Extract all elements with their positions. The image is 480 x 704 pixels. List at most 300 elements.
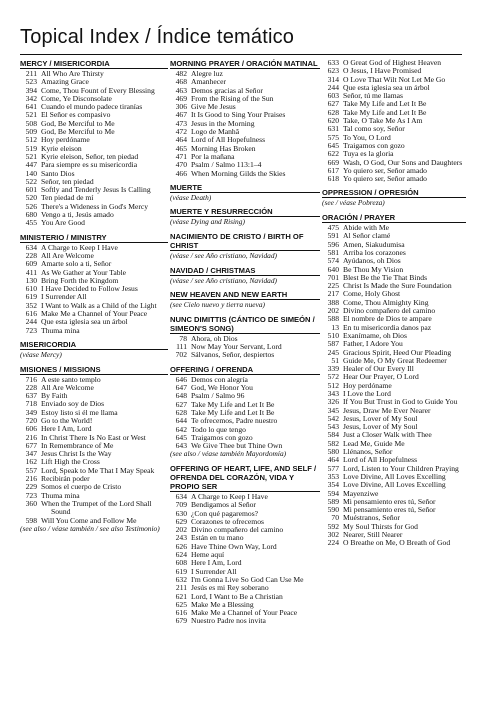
hymn-title: Blest Be the Tie That Binds: [343, 272, 428, 282]
hymn-title: Make Me a Channel of Your Peace: [41, 309, 148, 319]
index-section: [322, 59, 466, 183]
hymn-number: 644: [175, 416, 187, 426]
index-section: [170, 59, 320, 178]
hymn-number: 643: [175, 441, 187, 451]
hymn-title: Gracious Spirit, Heed Our Pleading: [343, 347, 452, 357]
index-entry: [170, 170, 320, 178]
index-column-2: [170, 59, 320, 631]
section-see-reference: (véase Mercy): [20, 349, 62, 359]
hymn-title: Take My Life and Let It Be: [343, 107, 427, 117]
hymn-title: Come, Ye Disconsolate: [41, 93, 112, 103]
hymn-number: 617: [327, 165, 339, 175]
hymn-number: 628: [327, 107, 339, 117]
hymn-number: 608: [175, 558, 187, 568]
hymn-number: 314: [327, 74, 339, 84]
hymn-title: When the Trumpet of the Lord Shall Sound: [41, 498, 152, 517]
hymn-number: 625: [175, 599, 187, 609]
hymn-number: 472: [175, 127, 187, 137]
hymn-title: I'm Gonna Live So God Can Use Me: [191, 574, 304, 584]
hymn-title: El nombre de Dios te ampare: [343, 314, 432, 324]
hymn-number: 342: [25, 93, 37, 103]
hymn-number: 522: [25, 176, 37, 186]
hymn-title: Arriba los corazones: [343, 247, 406, 257]
hymn-number: 679: [175, 616, 187, 626]
hymn-number: 603: [327, 91, 339, 101]
hymn-number: 634: [25, 242, 37, 252]
index-section: [322, 188, 466, 208]
hymn-number: 616: [175, 608, 187, 618]
hymn-title: O Love That Wilt Not Let Me Go: [343, 74, 446, 84]
section-heading: NUNC DIMITTIS (CÁNTICO DE SIMEÓN / SIMEON'S SONG): [170, 314, 315, 333]
hymn-title: Father, I Adore You: [343, 339, 403, 349]
hymn-title: Now May Your Servant, Lord: [191, 342, 282, 352]
title-rule: [20, 54, 462, 55]
hymn-number: 466: [175, 168, 187, 178]
hymn-number: 244: [327, 82, 339, 92]
hymn-number: 702: [175, 350, 187, 360]
hymn-title: Morning Has Broken: [191, 143, 256, 153]
hymn-title: Vengo a ti, Jesús amado: [41, 210, 114, 220]
index-section: [170, 290, 320, 310]
hymn-number: 411: [25, 267, 37, 277]
section-heading: NAVIDAD / CHRISTMAS: [170, 265, 256, 275]
hymn-title: Mi pensamiento eres tú, Señor: [343, 496, 436, 506]
hymn-title: Muéstranos, Señor: [343, 513, 400, 523]
hymn-title: Tuya es la gloria: [343, 149, 394, 159]
hymn-title: A este santo templo: [41, 374, 101, 384]
hymn-title: Jesus, Lover of My Soul: [343, 413, 418, 423]
index-entry: [170, 351, 320, 359]
hymn-title: Por la mañana: [191, 151, 235, 161]
hymn-title: Here I Am, Lord: [41, 424, 92, 434]
hymn-title: Que esta iglesia sea un árbol: [343, 82, 430, 92]
hymn-title: Sálvanos, Señor, despiertos: [191, 350, 275, 360]
hymn-title: Nuestro Padre nos invita: [191, 616, 266, 626]
hymn-title: Jesús es mi Rey soberano: [191, 583, 269, 593]
hymn-title: Mi pensamiento eres tú, Señor: [343, 505, 436, 515]
hymn-title: God, We Honor You: [191, 383, 253, 393]
section-heading: MERCY / MISERICORDIA: [20, 59, 110, 68]
hymn-title: Yo quiero ser, Señor amado: [343, 174, 427, 184]
hymn-number: 589: [327, 496, 339, 506]
hymn-title: Bring Forth the Kingdom: [41, 275, 119, 285]
hymn-number: 302: [327, 530, 339, 540]
section-see-reference: (see Cielo nuevo y tierra nueva): [170, 300, 266, 310]
hymn-number: 624: [175, 550, 187, 560]
section-heading: OFFERING / OFRENDA: [170, 364, 254, 374]
hymn-title: Will You Come and Follow Me: [41, 515, 137, 525]
hymn-number: 592: [327, 521, 339, 531]
hymn-number: 470: [175, 160, 187, 170]
hymn-number: 619: [25, 292, 37, 302]
hymn-title: Mayenziwe: [343, 488, 379, 498]
hymn-number: 211: [175, 583, 187, 593]
hymn-number: 464: [175, 135, 187, 145]
hymn-number: 521: [25, 110, 37, 120]
hymn-title: Kyrie eleison, Señor, ten piedad: [41, 151, 139, 161]
section-see-also: (see also / véase también Mayordomía): [170, 449, 287, 459]
hymn-number: 680: [25, 210, 37, 220]
hymn-title: Jesus in the Morning: [191, 118, 255, 128]
hymn-title: Psalm / Salmo 96: [191, 391, 245, 401]
hymn-number: 720: [25, 415, 37, 425]
hymn-number: 217: [327, 289, 339, 299]
hymn-number: 455: [25, 218, 37, 228]
hymn-number: 512: [25, 135, 37, 145]
hymn-title: I Love the Lord: [343, 388, 391, 398]
hymn-number: 622: [327, 149, 339, 159]
hymn-number: 646: [175, 374, 187, 384]
hymn-number: 645: [327, 140, 339, 150]
section-heading: MORNING PRAYER / ORACIÓN MATINAL: [170, 59, 318, 68]
index-section: [20, 340, 168, 360]
hymn-number: 633: [327, 58, 339, 67]
hymn-title: I Surrender All: [41, 292, 87, 302]
hymn-number: 482: [175, 69, 187, 78]
index-entry: [20, 219, 168, 227]
hymn-title: Give Me Jesus: [191, 102, 236, 112]
hymn-title: Love Divine, All Loves Excelling: [343, 471, 446, 481]
hymn-title: Estoy listo si él me llama: [41, 407, 118, 417]
hymn-number: 520: [25, 193, 37, 203]
section-see-reference: (véase / see Año cristiano, Navidad): [170, 275, 278, 285]
hymn-number: 591: [327, 231, 339, 241]
hymn-number: 640: [327, 264, 339, 274]
hymn-title: Recibirán poder: [41, 474, 90, 484]
hymn-title: Corazones te ofrecemos: [191, 516, 264, 526]
hymn-number: 637: [25, 391, 37, 401]
hymn-number: 469: [175, 93, 187, 103]
hymn-title: If You But Trust in God to Guide You: [343, 397, 458, 407]
hymn-title: Wash, O God, Our Sons and Daughters: [343, 157, 463, 167]
hymn-number: 632: [175, 574, 187, 584]
hymn-title: Healer of Our Every Ill: [343, 364, 414, 374]
hymn-title: O Breathe on Me, O Breath of God: [343, 538, 451, 548]
hymn-number: 701: [327, 272, 339, 282]
section-heading: MISIONES / MISSIONS: [20, 364, 101, 374]
hymn-number: 224: [327, 538, 339, 548]
hymn-number: 723: [25, 325, 37, 335]
hymn-number: 388: [327, 297, 339, 307]
hymn-number: 601: [25, 185, 37, 195]
hymn-number: 228: [25, 382, 37, 392]
hymn-number: 627: [327, 99, 339, 109]
hymn-number: 70: [331, 513, 339, 523]
index-entry: [322, 175, 466, 183]
hymn-number: 471: [175, 151, 187, 161]
hymn-title: Christ Is Made the Sure Foundation: [343, 281, 452, 291]
hymn-number: 628: [175, 407, 187, 417]
hymn-number: 468: [175, 77, 187, 87]
hymn-title: In Remembrance of Me: [41, 440, 114, 450]
hymn-title: Demos con alegría: [191, 374, 248, 384]
section-heading: MUERTE Y RESURRECCIÓN: [170, 207, 273, 217]
hymn-number: 623: [327, 66, 339, 76]
hymn-title: Que esta iglesia sea un árbol: [41, 317, 128, 327]
hymn-title: Bendigamos al Señor: [191, 500, 256, 510]
hymn-number: 634: [175, 491, 187, 501]
hymn-number: 130: [25, 275, 37, 285]
hymn-title: Love Divine, All Loves Excelling: [343, 480, 446, 490]
hymn-number: 345: [327, 405, 339, 415]
hymn-title: Yo quiero ser, Señor amado: [343, 165, 427, 175]
hymn-title: Jesus, Lover of My Soul: [343, 422, 418, 432]
hymn-title: Take, O Take Me As I Am: [343, 116, 423, 126]
hymn-title: ¿Con qué pagaremos?: [191, 508, 259, 518]
hymn-title: From the Rising of the Sun: [191, 93, 274, 103]
hymn-title: Be Thou My Vision: [343, 264, 404, 274]
hymn-number: 512: [327, 380, 339, 390]
hymn-title: Take My Life and Let It Be: [343, 99, 427, 109]
hymn-title: O Jesus, I Have Promised: [343, 66, 422, 76]
hymn-title: Enviado soy de Dios: [41, 399, 105, 409]
hymn-number: 326: [327, 397, 339, 407]
hymn-title: Lord of All Hopefulness: [191, 135, 266, 145]
section-heading: ORACIÓN / PRAYER: [322, 213, 396, 223]
hymn-title: Te ofrecemos, Padre nuestro: [191, 416, 278, 426]
hymn-title: Lord, Listen to Your Children Praying: [343, 463, 459, 473]
hymn-title: Lord, I Want to Be a Christian: [191, 591, 283, 601]
index-section: [20, 233, 168, 335]
hymn-title: Señor, ten piedad: [41, 176, 94, 186]
hymn-number: 13: [331, 322, 339, 332]
hymn-title: Jesus Christ Is the Way: [41, 449, 112, 459]
hymn-number: 245: [327, 347, 339, 357]
page-title: Topical Index / Índice temático: [20, 26, 295, 48]
hymn-number: 526: [25, 201, 37, 211]
hymn-title: To You, O Lord: [343, 132, 391, 142]
hymn-number: 577: [327, 463, 339, 473]
index-column-3: [322, 59, 466, 553]
section-heading: MINISTERIO / MINISTRY: [20, 232, 107, 242]
hymn-title: Take My Life and Let It Be: [191, 399, 275, 409]
hymn-title: Come, Thou Fount of Every Blessing: [41, 85, 155, 95]
hymn-title: Come, Thou Almighty King: [343, 297, 429, 307]
hymn-title: Go to the World!: [41, 415, 93, 425]
hymn-number: 627: [175, 399, 187, 409]
hymn-number: 642: [175, 424, 187, 434]
hymn-number: 574: [327, 256, 339, 266]
index-section: [20, 365, 168, 534]
hymn-number: 606: [25, 424, 37, 434]
hymn-number: 509: [25, 127, 37, 137]
hymn-number: 523: [25, 77, 37, 87]
section-see-reference: (véase / see Año cristiano, Navidad): [170, 251, 278, 261]
hymn-title: Amanhecer: [191, 77, 226, 87]
hymn-number: 78: [179, 333, 187, 343]
hymn-title: Guide Me, O My Great Redeemer: [343, 355, 447, 365]
hymn-title: O Great God of Highest Heaven: [343, 58, 442, 67]
hymn-title: Ten piedad de mí: [41, 193, 94, 203]
hymn-number: 508: [25, 118, 37, 128]
section-see-also: (see also / véase también / see also Testimonio): [20, 523, 160, 533]
hymn-title: In Christ There Is No East or West: [41, 432, 146, 442]
hymn-number: 621: [175, 591, 187, 601]
hymn-title: Make Me a Blessing: [191, 599, 254, 609]
section-heading: MISERICORDIA: [20, 339, 77, 349]
hymn-number: 464: [327, 455, 339, 465]
hymn-title: Señor, tú me llamas: [343, 91, 404, 101]
index-section: [170, 207, 320, 227]
hymn-number: 587: [327, 339, 339, 349]
hymn-title: As We Gather at Your Table: [41, 267, 127, 277]
hymn-number: 360: [25, 498, 37, 508]
hymn-title: Lift High the Cross: [41, 457, 100, 467]
hymn-number: 467: [175, 110, 187, 120]
hymn-number: 216: [25, 474, 37, 484]
hymn-number: 723: [25, 490, 37, 500]
hymn-title: Llénanos, Señor: [343, 447, 393, 457]
hymn-number: 202: [327, 306, 339, 316]
hymn-title: Amazing Grace: [41, 77, 89, 87]
hymn-title: Thuma mina: [41, 325, 80, 335]
hymn-title: It Is Good to Sing Your Praises: [191, 110, 286, 120]
hymn-title: Have Thine Own Way, Lord: [191, 541, 277, 551]
hymn-number: 581: [327, 247, 339, 257]
hymn-title: We Give Thee but Thine Own: [191, 441, 283, 451]
hymn-number: 306: [175, 102, 187, 112]
hymn-number: 352: [25, 300, 37, 310]
hymn-title: All Are Welcome: [41, 382, 94, 392]
index-section: [170, 232, 320, 261]
hymn-number: 575: [327, 132, 339, 142]
hymn-title: Hear Our Prayer, O Lord: [343, 372, 419, 382]
index-section: [322, 213, 466, 548]
section-heading: OPPRESSION / OPRESIÓN: [322, 188, 419, 198]
hymn-number: 475: [327, 223, 339, 233]
hymn-number: 582: [327, 438, 339, 448]
index-section: [170, 464, 320, 626]
hymn-number: 519: [25, 143, 37, 153]
section-see-reference: (see / véase Pobreza): [322, 198, 385, 208]
hymn-number: 228: [25, 250, 37, 260]
hymn-number: 343: [327, 388, 339, 398]
hymn-title: Somos el cuerpo de Cristo: [41, 482, 122, 492]
index-column-1: [20, 59, 168, 538]
hymn-title: Take My Life and Let It Be: [191, 407, 275, 417]
hymn-title: I Surrender All: [191, 566, 237, 576]
hymn-number: 244: [25, 317, 37, 327]
hymn-title: There's a Wideness in God's Mercy: [41, 201, 149, 211]
hymn-title: Nearer, Still Nearer: [343, 530, 403, 540]
hymn-title: Lead Me, Guide Me: [343, 438, 405, 448]
hymn-title: By Faith: [41, 391, 68, 401]
hymn-title: My Soul Thirsts for God: [343, 521, 418, 531]
hymn-title: Lord of All Hopefulness: [343, 455, 418, 465]
hymn-title: Al Señor clamé: [343, 231, 391, 241]
hymn-title: God, Be Merciful to Me: [41, 127, 115, 137]
hymn-number: 645: [175, 432, 187, 442]
hymn-title: Softly and Tenderly Jesus Is Calling: [41, 185, 151, 195]
hymn-number: 718: [25, 399, 37, 409]
hymn-title: Amen, Siakudumisa: [343, 239, 405, 249]
hymn-title: Para siempre es su misericordia: [41, 160, 138, 170]
hymn-number: 709: [175, 500, 187, 510]
hymn-number: 620: [327, 116, 339, 126]
section-see-reference: (véase Death): [170, 192, 212, 202]
hymn-title: Traigamos con gozo: [343, 140, 405, 150]
hymn-number: 521: [25, 151, 37, 161]
hymn-title: Santo Dios: [41, 168, 75, 178]
hymn-title: Amarte solo a ti, Señor: [41, 259, 112, 269]
hymn-title: Hoy perdóname: [41, 135, 90, 145]
section-heading: MUERTE: [170, 182, 203, 192]
hymn-number: 588: [327, 314, 339, 324]
hymn-number: 447: [25, 160, 37, 170]
hymn-number: 473: [175, 118, 187, 128]
hymn-number: 594: [327, 488, 339, 498]
hymn-number: 557: [25, 465, 37, 475]
hymn-title: Just a Closer Walk with Thee: [343, 430, 432, 440]
hymn-title: I Want to Walk as a Child of the Light: [41, 300, 157, 310]
hymn-title: All Who Are Thirsty: [41, 69, 104, 78]
hymn-title: Kyrie eleison: [41, 143, 82, 153]
hymn-title: Heme aquí: [191, 550, 225, 560]
hymn-title: En tu misericordia danos paz: [343, 322, 432, 332]
hymn-number: 677: [25, 440, 37, 450]
hymn-number: 463: [175, 85, 187, 95]
hymn-number: 596: [327, 239, 339, 249]
hymn-number: 347: [25, 449, 37, 459]
index-section: [170, 266, 320, 286]
hymn-title: Todo lo que tengo: [191, 424, 246, 434]
hymn-title: Logo de Manhã: [191, 127, 240, 137]
index-entry: [20, 500, 168, 517]
hymn-number: 225: [327, 281, 339, 291]
hymn-number: 162: [25, 457, 37, 467]
index-section: [170, 315, 320, 360]
hymn-number: 543: [327, 422, 339, 432]
index-entry: [20, 327, 168, 335]
index-section: [20, 59, 168, 228]
section-heading: NEW HEAVEN AND NEW EARTH: [170, 290, 288, 300]
hymn-title: Cuando el mundo padece tiranías: [41, 102, 143, 112]
index-section: [170, 183, 320, 203]
hymn-title: I Have Decided to Follow Jesus: [41, 284, 138, 294]
hymn-number: 202: [175, 525, 187, 535]
hymn-number: 630: [175, 508, 187, 518]
hymn-number: 626: [175, 541, 187, 551]
hymn-title: A Charge to Keep I Have: [41, 242, 118, 252]
hymn-title: God, Be Merciful to Me: [41, 118, 115, 128]
hymn-number: 669: [327, 157, 339, 167]
hymn-title: Make Me a Channel of Your Peace: [191, 608, 298, 618]
hymn-number: 610: [25, 284, 37, 294]
section-heading: OFFERING OF HEART, LIFE, AND SELF / OFRENDA DEL CORAZÓN, VIDA Y PROPIO SER: [170, 463, 317, 491]
hymn-number: 394: [25, 85, 37, 95]
hymn-number: 510: [327, 330, 339, 340]
hymn-title: When Morning Gilds the Skies: [191, 168, 286, 178]
hymn-number: 542: [327, 413, 339, 423]
section-heading: NACIMIENTO DE CRISTO / BIRTH OF CHRIST: [170, 232, 304, 251]
hymn-number: 618: [327, 174, 339, 184]
hymn-title: Lord, Speak to Me That I May Speak: [41, 465, 155, 475]
hymn-number: 716: [25, 374, 37, 384]
hymn-title: Come, Holy Ghost: [343, 289, 401, 299]
hymn-number: 339: [327, 364, 339, 374]
hymn-number: 354: [327, 480, 339, 490]
hymn-title: Traigamos con gozo: [191, 432, 253, 442]
index-section: [170, 365, 320, 459]
hymn-number: 598: [25, 515, 37, 525]
hymn-title: You Are Good: [41, 218, 85, 228]
hymn-title: A Charge to Keep I Have: [191, 491, 268, 501]
hymn-number: 211: [25, 69, 37, 78]
hymn-title: Divino compañero del camino: [343, 306, 436, 316]
hymn-title: Están en tu mano: [191, 533, 244, 543]
hymn-title: Jesus, Draw Me Ever Nearer: [343, 405, 431, 415]
hymn-number: 590: [327, 505, 339, 515]
